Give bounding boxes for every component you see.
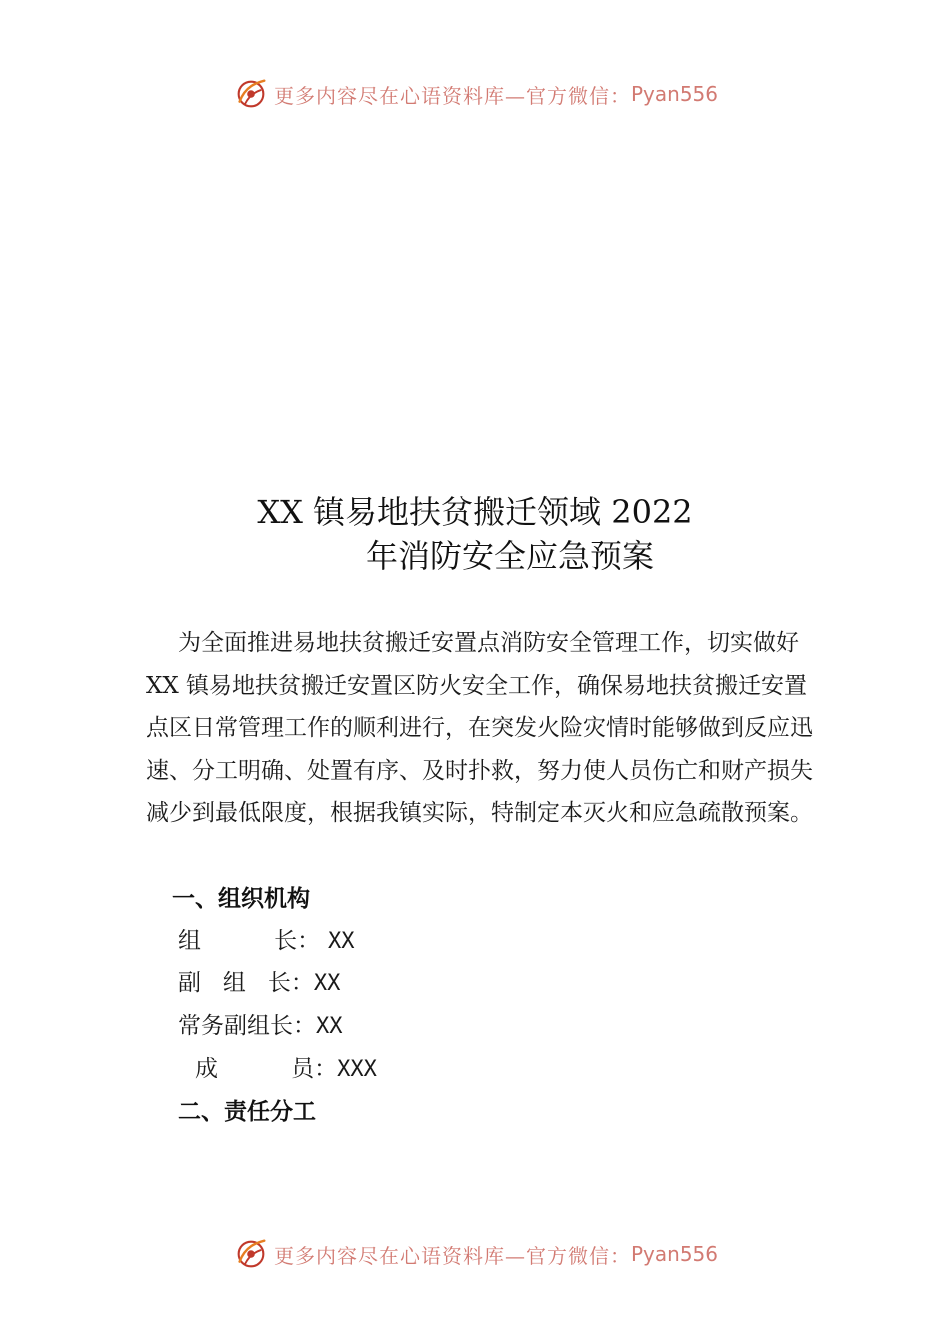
- org-row-members: [195, 1050, 377, 1083]
- library-logo-icon: [232, 1235, 270, 1273]
- section-heading-organization: 一、组织机构: [172, 886, 310, 912]
- org-label: 组 长：: [178, 928, 321, 954]
- org-row-deputy-leader: [178, 964, 340, 997]
- intro-paragraph: 为全面推进易地扶贫搬迁安置点消防安全管理工作，切实做好 XX 镇易地扶贫搬迁安置区防火安全工作，确保易地扶贫搬迁安置点区日常管理工作的顺利进行，在突发火险灾情时能够做到反应迅速、分工明确、处置有序、及时扑救，努力使人员伤亡和财产损失减少到最低限度，根据我镇实际，特制定本灭火和应急疏散预案。: [146, 630, 813, 826]
- org-value: XX: [316, 1014, 343, 1039]
- section-heading-responsibilities: 二、责任分工: [178, 1099, 316, 1125]
- org-row-leader: [178, 922, 355, 955]
- title-line-1: XX 镇易地扶贫搬迁领域 2022: [257, 493, 693, 531]
- org-value: XX: [313, 971, 341, 996]
- banner-wechat-id: Pyan556: [630, 82, 718, 106]
- title-line-2: 年消防安全应急预案: [365, 537, 654, 575]
- intro-paragraph-block: [146, 622, 816, 835]
- org-row-executive-deputy: [178, 1007, 343, 1040]
- banner-text: 更多内容尽在心语资料库—官方微信：: [273, 1243, 631, 1268]
- org-label: 常务副组长：: [178, 1013, 316, 1039]
- document-title: [0, 490, 950, 578]
- footer-banner: [0, 1232, 950, 1276]
- org-value: XXX: [337, 1057, 377, 1082]
- org-label: 副 组 长：: [178, 970, 314, 996]
- library-logo-icon: [232, 75, 270, 113]
- banner-text: 更多内容尽在心语资料库—官方微信：: [273, 83, 631, 108]
- banner-wechat-id: Pyan556: [630, 1242, 718, 1266]
- org-value: XX: [328, 929, 355, 954]
- org-label: 成 员：: [195, 1056, 338, 1082]
- header-banner: [0, 72, 950, 116]
